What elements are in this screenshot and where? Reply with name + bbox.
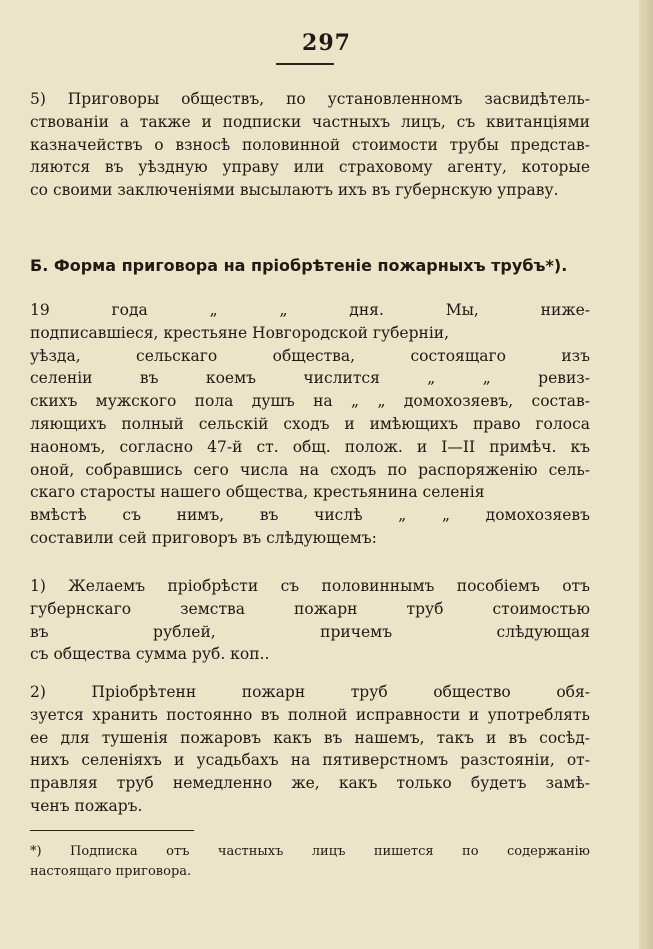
form-line: ляющихъ полный сельскій сходъ и имѣющихъ право голоса — [30, 414, 590, 433]
form-line: вмѣстѣ съ нимъ, въ числѣ „ „ домохозяевъ — [30, 506, 590, 525]
form-line: селеніи въ коемъ числится „ „ ревиз- — [30, 369, 590, 388]
section-5-line: ствованіи а также и подписки частныхъ лицъ, съ квитанціями — [30, 112, 590, 131]
section-5-paragraph — [30, 88, 590, 202]
point-2-paragraph — [30, 681, 590, 818]
form-line: составили сей приговоръ въ слѣдующемъ: — [30, 528, 377, 547]
point-1-line: губернскаго земства пожарн труб стоимостью — [30, 599, 590, 618]
form-line: 19 года „ „ дня. Мы, ниже- — [30, 301, 590, 319]
point-2-line: нихъ селеніяхъ и усадьбахъ на пятиверстномъ разстояніи, от- — [30, 751, 590, 770]
section-heading: Б. Форма приговора на пріобрѣтеніе пожарныхъ трубъ*). — [30, 256, 568, 275]
form-line: подписавшіеся, крестьяне Новгородской губерніи, — [30, 323, 450, 342]
point-2-line: ее для тушенія пожаровъ какъ въ нашемъ, такъ и въ сосѣд- — [30, 728, 590, 747]
form-line: наономъ, согласно 47-й ст. общ. полож. и I—II примѣч. къ — [30, 437, 590, 456]
page-number-rule — [276, 63, 334, 65]
section-5-line: со своими заключеніями высылаютъ ихъ въ губернскую управу. — [30, 181, 559, 200]
form-line: оной, собравшись сего числа на сходъ по распоряженію сель- — [30, 460, 590, 479]
form-line: скихъ мужского пола душъ на „ „ домохозяевъ, состав- — [30, 392, 590, 411]
section-5-line: казначействъ о взносѣ половинной стоимости трубы представ- — [30, 135, 590, 154]
form-line: скаго старосты нашего общества, крестьянина селенія — [30, 483, 485, 502]
footnote-rule — [30, 830, 194, 831]
point-1-line: съ общества сумма руб. коп.. — [30, 645, 270, 664]
point-2-line: ченъ пожаръ. — [30, 796, 143, 815]
point-1-paragraph — [30, 575, 590, 666]
point-2-line: зуется хранить постоянно въ полной исправности и употреблять — [30, 705, 590, 724]
point-1-line: 1) Желаемъ пріобрѣсти съ половиннымъ пособіемъ отъ — [30, 577, 590, 595]
section-5-line: 5) Приговоры обществъ, по установленномъ засвидѣтель- — [30, 90, 590, 108]
point-2-line: правляя труб немедленно же, какъ только будетъ замѣ- — [30, 774, 590, 793]
page-number: 297 — [302, 30, 351, 56]
footnote-line: *) Подписка отъ частныхъ лицъ пишется по содержанію — [30, 844, 590, 859]
point-2-line: 2) Пріобрѣтенн пожарн труб общество обя- — [30, 683, 590, 701]
form-line: уѣзда, сельскаго общества, состоящаго изъ — [30, 346, 590, 365]
footnote-line: настоящаго приговора. — [30, 864, 192, 879]
footnote — [30, 842, 590, 882]
point-1-line: въ рублей, причемъ слѣдующая — [30, 622, 590, 641]
form-paragraph — [30, 299, 590, 550]
section-5-line: ляются въ уѣздную управу или страховому агенту, которые — [30, 158, 590, 177]
